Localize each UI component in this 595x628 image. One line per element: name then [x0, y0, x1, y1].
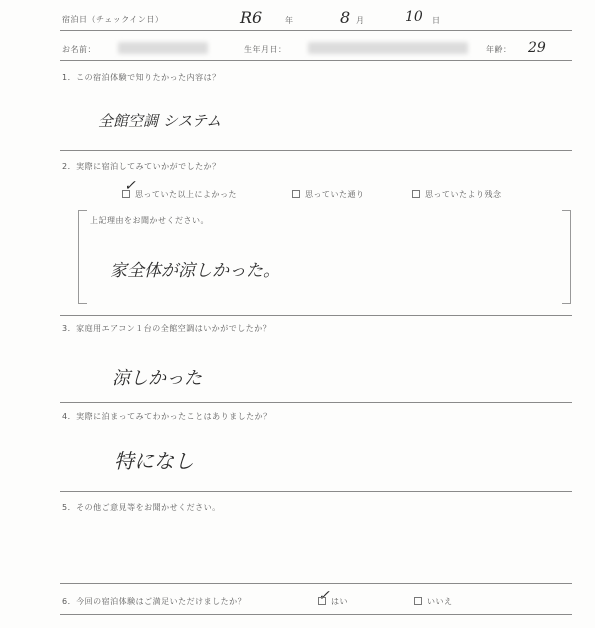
month-value: 8 — [340, 8, 351, 27]
q6-check-mark: ✓ — [318, 588, 330, 604]
birth-label: 生年月日： — [244, 45, 287, 54]
q2-option-2-label: 思っていた通り — [305, 190, 365, 199]
q6-no-label: いいえ — [427, 597, 453, 606]
checkbox-option-1 — [122, 190, 130, 198]
redacted-birthdate — [308, 42, 468, 54]
header-line-1 — [60, 30, 572, 31]
header-line-2 — [60, 60, 572, 61]
year-unit: 年 — [285, 16, 294, 25]
q2-option-1-label: 思っていた以上によかった — [135, 190, 237, 199]
q2-check-mark: ✓ — [124, 178, 136, 194]
q6-question: 6．今回の宿泊体験はご満足いただけましたか？ — [62, 597, 247, 606]
q1-answer: 全館空調 システム — [98, 112, 222, 130]
q3-divider — [60, 402, 572, 403]
redacted-name — [118, 42, 208, 54]
q2-reason-answer: 家全体が涼しかった。 — [110, 261, 280, 281]
q2-option-1 — [122, 189, 237, 200]
reason-bracket-right — [562, 210, 571, 304]
q2-option-3-label: 思っていたより残念 — [425, 190, 502, 199]
checkbox-option-2 — [292, 190, 300, 198]
name-label: お名前： — [62, 45, 96, 54]
q2-divider — [60, 315, 572, 316]
age-value: 29 — [528, 40, 546, 56]
q2-option-3 — [412, 189, 502, 200]
checkbox-yes — [318, 597, 326, 605]
q1-question: 1．この宿泊体験で知りたかった内容は？ — [62, 73, 221, 82]
q6-divider — [60, 614, 572, 615]
q3-question: 3．家庭用エアコン１台の全館空調はいかがでしたか？ — [62, 324, 272, 333]
q3-answer: 涼しかった — [112, 368, 202, 389]
day-value: 10 — [405, 9, 423, 25]
checkbox-option-3 — [412, 190, 420, 198]
q6-yes-label: はい — [331, 597, 348, 606]
q1-divider — [60, 150, 572, 151]
q2-reason-label: 上記理由をお聞かせください。 — [90, 216, 209, 225]
q4-answer: 特になし — [114, 449, 194, 473]
checkbox-no — [414, 597, 422, 605]
q2-option-2 — [292, 189, 365, 200]
q2-question: 2．実際に宿泊してみていかがでしたか？ — [62, 162, 221, 171]
q6-yes — [318, 596, 348, 607]
q4-divider — [60, 491, 572, 492]
day-unit: 日 — [432, 16, 441, 25]
reason-bracket-left — [78, 210, 87, 304]
q4-question: 4．実際に泊まってみてわかったことはありましたか？ — [62, 412, 272, 421]
q6-no — [414, 596, 453, 607]
age-label: 年齢： — [486, 45, 512, 54]
q5-question: 5．その他ご意見等をお聞かせください。 — [62, 503, 221, 512]
month-unit: 月 — [356, 16, 365, 25]
stay-date-label: 宿泊日（チェックイン日） — [62, 15, 164, 24]
era-value: R6 — [240, 8, 263, 27]
q5-divider — [60, 583, 572, 584]
